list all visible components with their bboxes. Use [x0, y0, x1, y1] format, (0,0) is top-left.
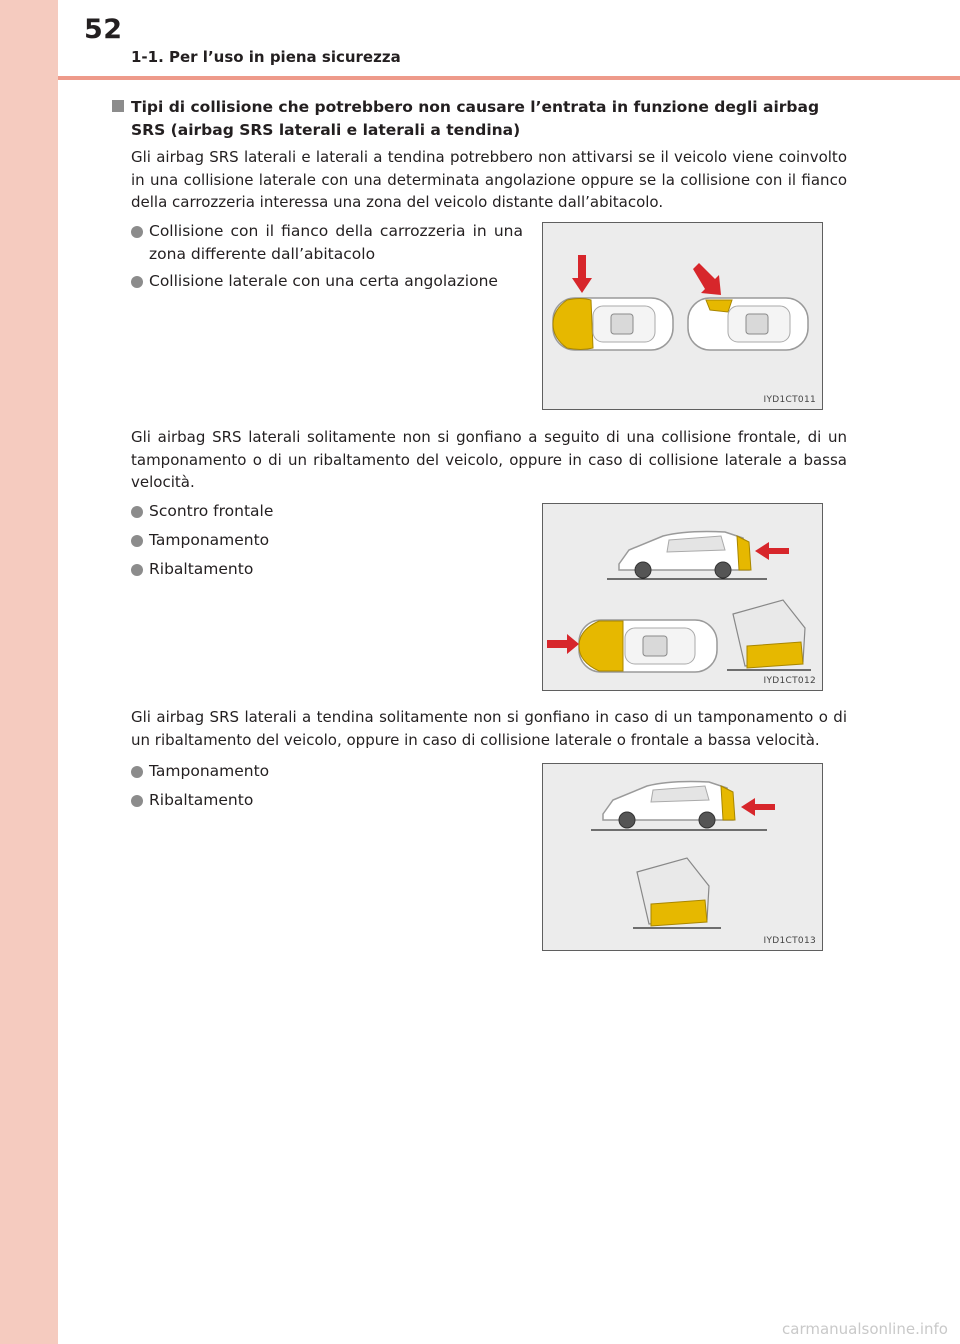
car-collision-illustration [543, 504, 822, 690]
heading-text: Tipi di collisione che potrebbero non causare l’entrata in funzione degli airbag SRS (airbag SRS laterali e laterali a tendina) [131, 98, 820, 139]
list-item [131, 500, 273, 523]
bullet-dot-icon [131, 564, 143, 576]
list-item-text: Scontro frontale [149, 502, 274, 520]
figure-code: IYD1CT011 [763, 395, 816, 405]
bullet-dot-icon [131, 766, 143, 778]
list-item-text: Ribaltamento [149, 791, 254, 809]
list-item-text: Collisione con il fianco della carrozzeria in una zona differente dall’abitacolo [149, 222, 523, 263]
figure-front-rear-rollover [542, 503, 823, 691]
paragraph-side-airbag: Gli airbag SRS laterali solitamente non si gonfiano a seguito di una collisione frontale, di un tamponamento o di un ribaltamento del veicolo, oppure in caso di collisione laterale a bassa velocità. [131, 428, 847, 491]
list-item [131, 558, 253, 581]
bullet-dot-icon [131, 276, 143, 288]
car-top-view-illustration [543, 223, 822, 409]
figure-side-collisions [542, 222, 823, 410]
bullet-dot-icon [131, 535, 143, 547]
page-number: 52 [84, 14, 123, 45]
section-title: 1-1. Per l’uso in piena sicurezza [131, 48, 401, 66]
list-item [131, 789, 253, 812]
figure-rear-rollover [542, 763, 823, 951]
square-bullet-icon [112, 100, 124, 112]
list-item-text: Tamponamento [149, 531, 270, 549]
list-item [131, 220, 523, 266]
bullet-dot-icon [131, 226, 143, 238]
page-side-band [0, 0, 58, 1344]
figure-code: IYD1CT013 [763, 936, 816, 946]
list-item [131, 529, 269, 552]
paragraph-curtain-airbag: Gli airbag SRS laterali a tendina solitamente non si gonfiano in caso di un tamponamento o di un ribaltamento del veicolo, oppure in caso di collisione laterale o frontale a bassa velocità. [131, 708, 847, 749]
list-item-text: Collisione laterale con una certa angolazione [149, 272, 498, 290]
bullet-dot-icon [131, 795, 143, 807]
watermark: carmanualsonline.info [782, 1320, 948, 1338]
paragraph-side-curtain: Gli airbag SRS laterali e laterali a tendina potrebbero non attivarsi se il veicolo viene coinvolto in una collisione laterale con una determinata angolazione oppure se la collisione con il fianco della carrozzeria interessa una zona del veicolo distante dall’abitacolo. [131, 148, 847, 211]
list-item-text: Ribaltamento [149, 560, 254, 578]
figure-code: IYD1CT012 [763, 676, 816, 686]
list-item [131, 760, 269, 783]
list-item [131, 270, 498, 293]
list-item-text: Tamponamento [149, 762, 270, 780]
subsection-heading [112, 96, 847, 142]
bullet-dot-icon [131, 506, 143, 518]
car-collision-illustration [543, 764, 822, 950]
header-rule [58, 76, 960, 80]
